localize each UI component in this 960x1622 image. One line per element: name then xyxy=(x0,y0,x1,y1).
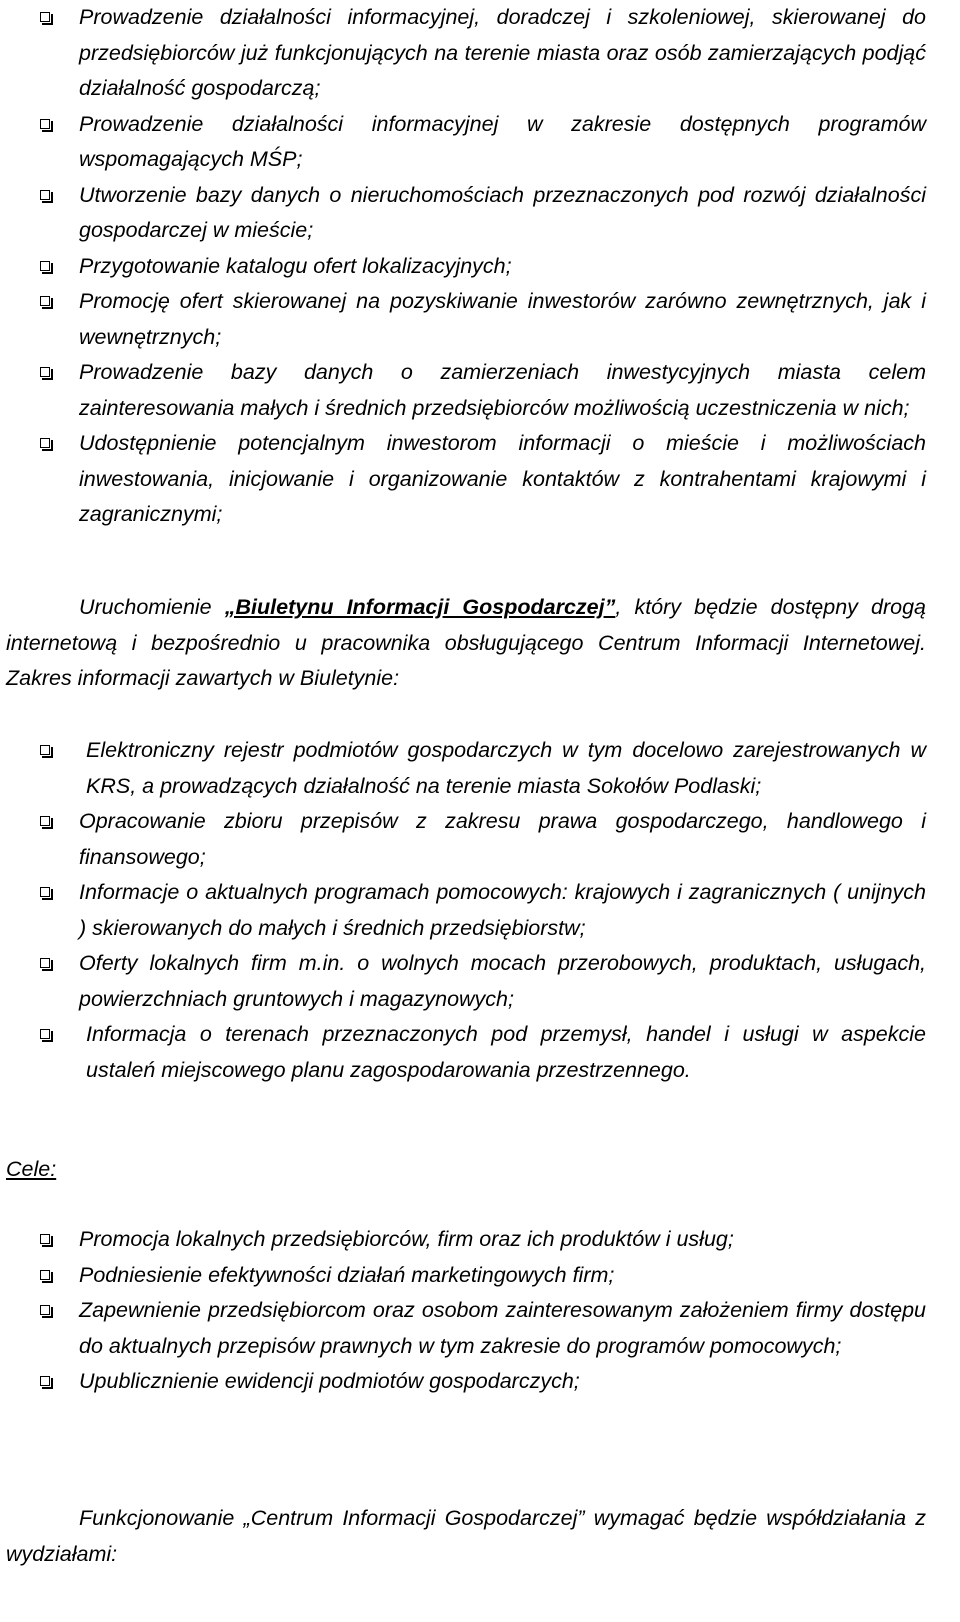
checkbox-bullet-icon xyxy=(40,261,50,271)
bulletin-title: „Biuletynu Informacji Gospodarczej” xyxy=(224,595,616,619)
checkbox-bullet-icon xyxy=(40,887,50,897)
checkbox-bullet-icon xyxy=(40,190,50,200)
list-item: Prowadzenie działalności informacyjnej w zakresie dostępnych programów wspomagających MŚP; xyxy=(0,107,960,178)
checkbox-bullet-icon xyxy=(40,367,50,377)
checkbox-bullet-icon xyxy=(40,438,50,448)
list-item: Informacja o terenach przeznaczonych pod przemysł, handel i usługi w aspekcie ustaleń miejscowego planu zagospodarowania przestrzennego. xyxy=(0,1017,960,1088)
checkbox-bullet-icon xyxy=(40,1029,50,1039)
cooperation-paragraph: Funkcjonowanie „Centrum Informacji Gospodarczej” wymagać będzie współdziałania z wydziałami: xyxy=(6,1506,926,1566)
list-item: Podniesienie efektywności działań marketingowych firm; xyxy=(0,1258,960,1294)
list-item: Promocję ofert skierowanej na pozyskiwanie inwestorów zarówno zewnętrznych, jak i wewnętrznych; xyxy=(0,284,960,355)
list-item: Elektroniczny rejestr podmiotów gospodarczych w tym docelowo zarejestrowanych w KRS, a prowadzących działalność na terenie miasta Sokołów Podlaski; xyxy=(0,733,960,804)
section-heading-cele: Cele: xyxy=(6,1157,57,1181)
checkbox-bullet-icon xyxy=(40,1270,50,1280)
list-item: Utworzenie bazy danych o nieruchomościach przeznaczonych pod rozwój działalności gospodarczej w mieście; xyxy=(0,178,960,249)
checkbox-bullet-icon xyxy=(40,296,50,306)
checkbox-bullet-icon xyxy=(40,745,50,755)
list-item: Informacje o aktualnych programach pomocowych: krajowych i zagranicznych ( unijnych ) skierowanych do małych i średnich przedsiębiorstw; xyxy=(0,875,960,946)
bulletin-contents-list xyxy=(0,733,960,1088)
checkbox-bullet-icon xyxy=(40,816,50,826)
list-item: Prowadzenie bazy danych o zamierzeniach inwestycyjnych miasta celem zainteresowania małych i średnich przedsiębiorców możliwością uczestniczenia w nich; xyxy=(0,355,960,426)
checkbox-bullet-icon xyxy=(40,119,50,129)
list-item: Udostępnienie potencjalnym inwestorom informacji o mieście i możliwościach inwestowania, inicjowanie i organizowanie kontaktów z kontrahentami krajowymi i zagranicznymi; xyxy=(0,426,960,533)
list-item: Opracowanie zbioru przepisów z zakresu prawa gospodarczego, handlowego i finansowego; xyxy=(0,804,960,875)
goals-list xyxy=(0,1222,960,1400)
checkbox-bullet-icon xyxy=(40,12,50,22)
services-list xyxy=(0,0,960,533)
checkbox-bullet-icon xyxy=(40,1234,50,1244)
list-item: Zapewnienie przedsiębiorcom oraz osobom zainteresowanym założeniem firmy dostępu do aktualnych przepisów prawnych w tym zakresie do programów pomocowych; xyxy=(0,1293,960,1364)
list-item: Prowadzenie działalności informacyjnej, doradczej i szkoleniowej, skierowanej do przedsiębiorców już funkcjonujących na terenie miasta oraz osób zamierzających podjąć działalność gospodarczą; xyxy=(0,0,960,107)
list-item: Przygotowanie katalogu ofert lokalizacyjnych; xyxy=(0,249,960,285)
list-item: Promocja lokalnych przedsiębiorców, firm oraz ich produktów i usług; xyxy=(0,1222,960,1258)
bulletin-paragraph: Uruchomienie „Biuletynu Informacji Gospodarczej”, który będzie dostępny drogą internetową i bezpośrednio u pracownika obsługującego Centrum Informacji Internetowej. Zakres informacji zawartych w Biuletynie: xyxy=(6,595,926,690)
checkbox-bullet-icon xyxy=(40,958,50,968)
list-item: Oferty lokalnych firm m.in. o wolnych mocach przerobowych, produktach, usługach, powierzchniach gruntowych i magazynowych; xyxy=(0,946,960,1017)
checkbox-bullet-icon xyxy=(40,1305,50,1315)
checkbox-bullet-icon xyxy=(40,1376,50,1386)
list-item: Upublicznienie ewidencji podmiotów gospodarczych; xyxy=(0,1364,960,1400)
